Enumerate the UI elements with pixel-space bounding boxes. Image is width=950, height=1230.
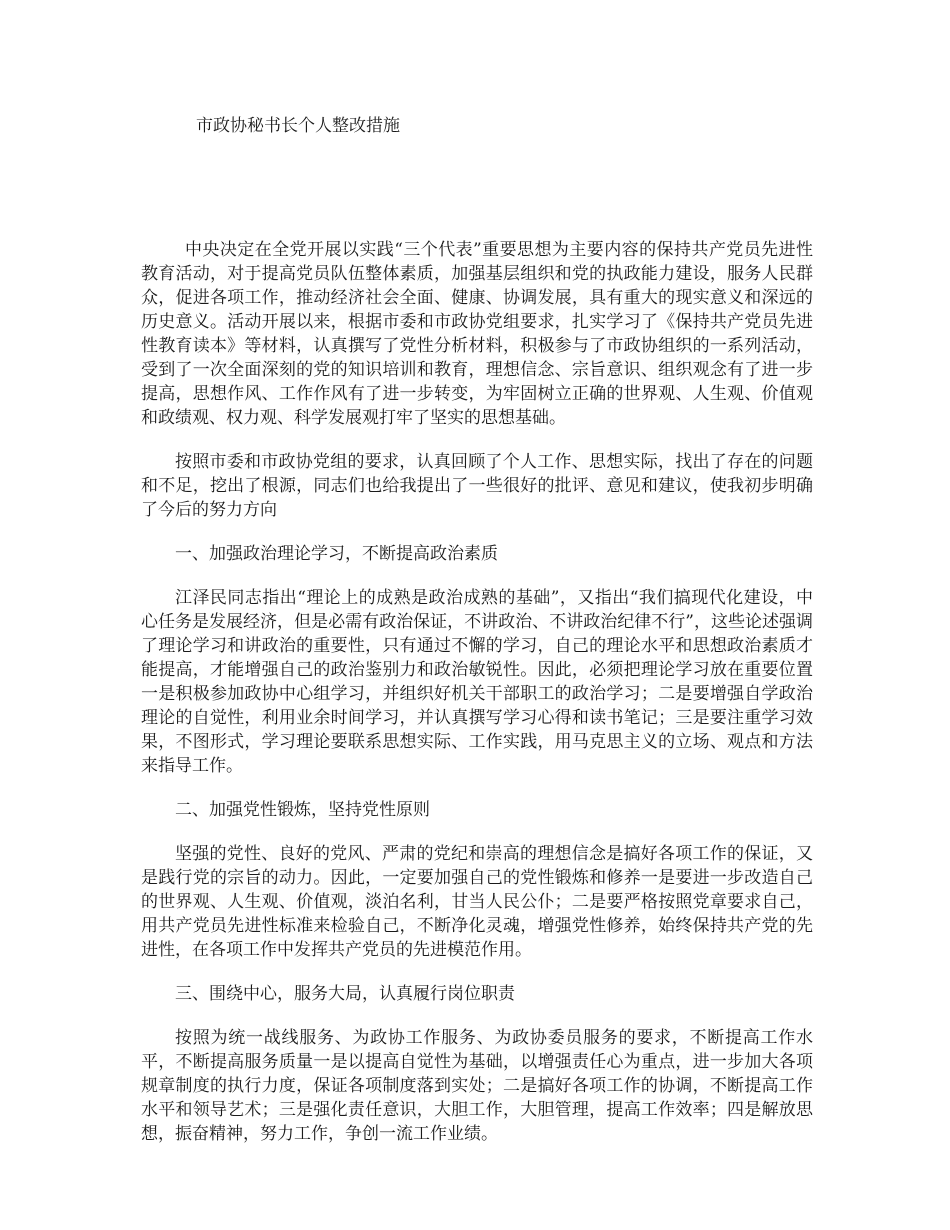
section-1-paragraph: 江泽民同志指出“理论上的成熟是政治成熟的基础”，又指出“我们搞现代化建设，中心任务是发展经济，但是必需有政治保证，不讲政治、不讲政治纪律不行”，这些论述强调了理论学习和讲政治的重要性，只有通过不懈的学习，自己的理论水平和思想政治素质才能提高，才能增强自己的政治鉴别力和政治敏锐性。因此，必须把理论学习放在重要位置一是积极参加政协中心组学习，并组织好机关干部职工的政治学习；二是要增强自学政治理论的自觉性，利用业余时间学习，并认真撰写学习心得和读书笔记；三是要注重学习效果，不图形式，学习理论要联系思想实际、工作实践，用马克思主义的立场、观点和方法来指导工作。 bbox=[141, 588, 813, 776]
intro-paragraph: 中央决定在全党开展以实践“三个代表”重要思想为主要内容的保持共产党员先进性教育活动，对于提高党员队伍整体素质，加强基层组织和党的执政能力建设，服务人民群众，促进各项工作，推动经济社会全面、健康、协调发展，具有重大的现实意义和深远的历史意义。活动开展以来，根据市委和市政协党组要求，扎实学习了《保持共产党员先进性教育读本》等材料，认真撰写了党性分析材料，积极参与了市政协组织的一系列活动，受到了一次全面深刻的党的知识培训和教育，理想信念、宗旨意识、组织观念有了进一步提高，思想作风、工作作风有了进一步转变，为牢固树立正确的世界观、人生观、价值观和政绩观、权力观、科学发展观打牢了坚实的思想基础。 bbox=[141, 240, 813, 428]
section-2-paragraph: 坚强的党性、良好的党风、严肃的党纪和崇高的理想信念是搞好各项工作的保证，又是践行党的宗旨的动力。因此，一定要加强自己的党性锻炼和修养一是要进一步改造自己的世界观、人生观、价值观，淡泊名利，甘当人民公仆；二是要严格按照党章要求自己，用共产党员先进性标准来检验自己，不断净化灵魂，增强党性修养，始终保持共产党的先进性，在各项工作中发挥共产党员的先进模范作用。 bbox=[141, 844, 813, 960]
section-heading-2: 二、加强党性锻炼，坚持党性原则 bbox=[175, 800, 430, 820]
section-heading-3: 三、围绕中心，服务大局，认真履行岗位职责 bbox=[175, 984, 515, 1004]
section-3-paragraph: 按照为统一战线服务、为政协工作服务、为政协委员服务的要求，不断提高工作水平，不断提高服务质量一是以提高自觉性为基础，以增强责任心为重点，进一步加大各项规章制度的执行力度，保证各项制度落到实处；二是搞好各项工作的协调，不断提高工作水平和领导艺术；三是强化责任意识，大胆工作，大胆管理，提高工作效率；四是解放思想，振奋精神，努力工作，争创一流工作业绩。 bbox=[141, 1028, 813, 1144]
document-title: 市政协秘书长个人整改措施 bbox=[196, 116, 400, 136]
document-body bbox=[141, 238, 813, 1166]
section-heading-1: 一、加强政治理论学习，不断提高政治素质 bbox=[175, 544, 498, 564]
review-paragraph: 按照市委和市政协党组的要求，认真回顾了个人工作、思想实际，找出了存在的问题和不足，挖出了根源，同志们也给我提出了一些很好的批评、意见和建议，使我初步明确了今后的努力方向 bbox=[141, 452, 813, 520]
